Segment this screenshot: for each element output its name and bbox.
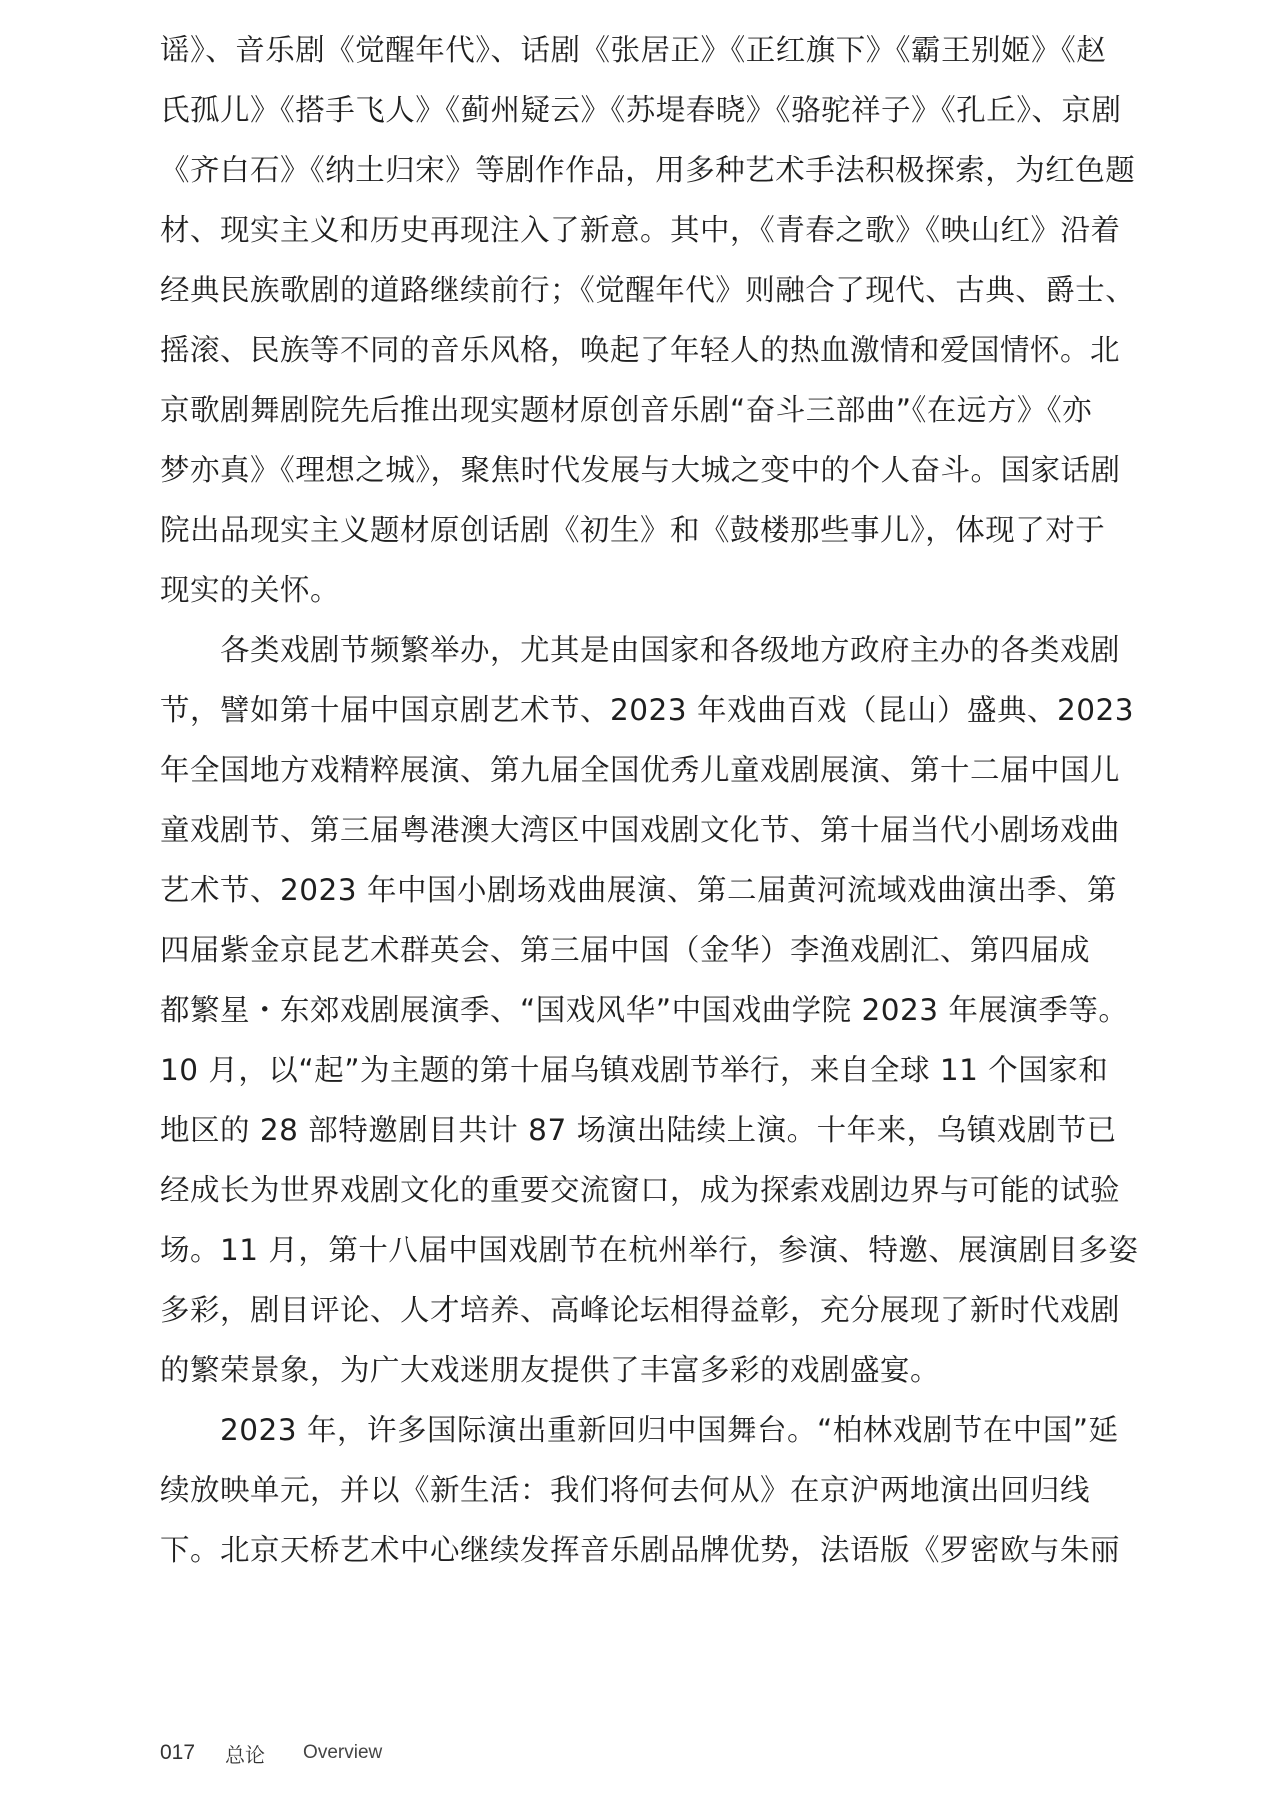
text-line: 经典民族歌剧的道路继续前行；《觉醒年代》则融合了现代、古典、爵士、: [160, 273, 1136, 307]
text-line: 童戏剧节、第三届粤港澳大湾区中国戏剧文化节、第十届当代小剧场戏曲: [160, 813, 1121, 847]
text-line: 都繁星・东郊戏剧展演季、“国戏风华”中国戏曲学院 2023 年展演季等。: [160, 993, 1129, 1027]
text-line: 2023 年，许多国际演出重新回归中国舞台。“柏林戏剧节在中国”延: [160, 1413, 1119, 1447]
text-line: 四届紫金京昆艺术群英会、第三届中国（金华）李渔戏剧汇、第四届成: [160, 933, 1091, 967]
text-line: 院出品现实主义题材原创话剧《初生》和《鼓楼那些事儿》，体现了对于: [160, 513, 1106, 547]
text-line: 节，譬如第十届中国京剧艺术节、2023 年戏曲百戏（昆山）盛典、2023: [160, 693, 1135, 727]
text-line: 氏孤儿》《搭手飞人》《蓟州疑云》《苏堤春晓》《骆驼祥子》《孔丘》、京剧: [160, 93, 1122, 127]
section-title-en: Overview: [303, 1742, 383, 1763]
text-line: 的繁荣景象，为广大戏迷朋友提供了丰富多彩的戏剧盛宴。: [160, 1353, 941, 1387]
text-line: 《齐白石》《纳土归宋》等剧作作品，用多种艺术手法积极探索，为红色题: [160, 153, 1136, 187]
page-footer: [160, 1738, 382, 1768]
text-line: 各类戏剧节频繁举办，尤其是由国家和各级地方政府主办的各类戏剧: [160, 633, 1121, 667]
text-line: 摇滚、民族等不同的音乐风格，唤起了年轻人的热血激情和爱国情怀。北: [160, 333, 1121, 367]
text-line: 材、现实主义和历史再现注入了新意。其中，《青春之歌》《映山红》沿着: [160, 213, 1121, 247]
text-line: 京歌剧舞剧院先后推出现实题材原创音乐剧“奋斗三部曲”《在远方》《亦: [160, 393, 1093, 427]
text-line: 续放映单元，并以《新生活：我们将何去何从》在京沪两地演出回归线: [160, 1473, 1091, 1507]
text-line: 年全国地方戏精粹展演、第九届全国优秀儿童戏剧展演、第十二届中国儿: [160, 753, 1121, 787]
paragraph-3: [160, 1400, 1135, 1580]
section-title-cn: 总论: [225, 1742, 266, 1767]
text-line: 多彩，剧目评论、人才培养、高峰论坛相得益彰，充分展现了新时代戏剧: [160, 1293, 1121, 1327]
text-line: 10 月，以“起”为主题的第十届乌镇戏剧节举行，来自全球 11 个国家和: [160, 1053, 1109, 1087]
text-line: 现实的关怀。: [160, 573, 341, 607]
text-line: 地区的 28 部特邀剧目共计 87 场演出陆续上演。十年来，乌镇戏剧节已: [160, 1113, 1117, 1147]
paragraph-1: [160, 20, 1135, 620]
text-line: 经成长为世界戏剧文化的重要交流窗口，成为探索戏剧边界与可能的试验: [160, 1173, 1121, 1207]
text-line: 梦亦真》《理想之城》，聚焦时代发展与大城之变中的个人奋斗。国家话剧: [160, 453, 1121, 487]
text-line: 下。北京天桥艺术中心继续发挥音乐剧品牌优势，法语版《罗密欧与朱丽: [160, 1533, 1121, 1567]
text-line: 场。11 月，第十八届中国戏剧节在杭州举行，参演、特邀、展演剧目多姿: [160, 1233, 1139, 1267]
text-line: 艺术节、2023 年中国小剧场戏曲展演、第二届黄河流域戏曲演出季、第: [160, 873, 1117, 907]
paragraph-2: [160, 620, 1139, 1400]
page-number: 017: [160, 1741, 196, 1764]
body-text: [160, 20, 1139, 1580]
text-line: 谣》、音乐剧《觉醒年代》、话剧《张居正》《正红旗下》《霸王别姬》《赵: [160, 33, 1107, 67]
